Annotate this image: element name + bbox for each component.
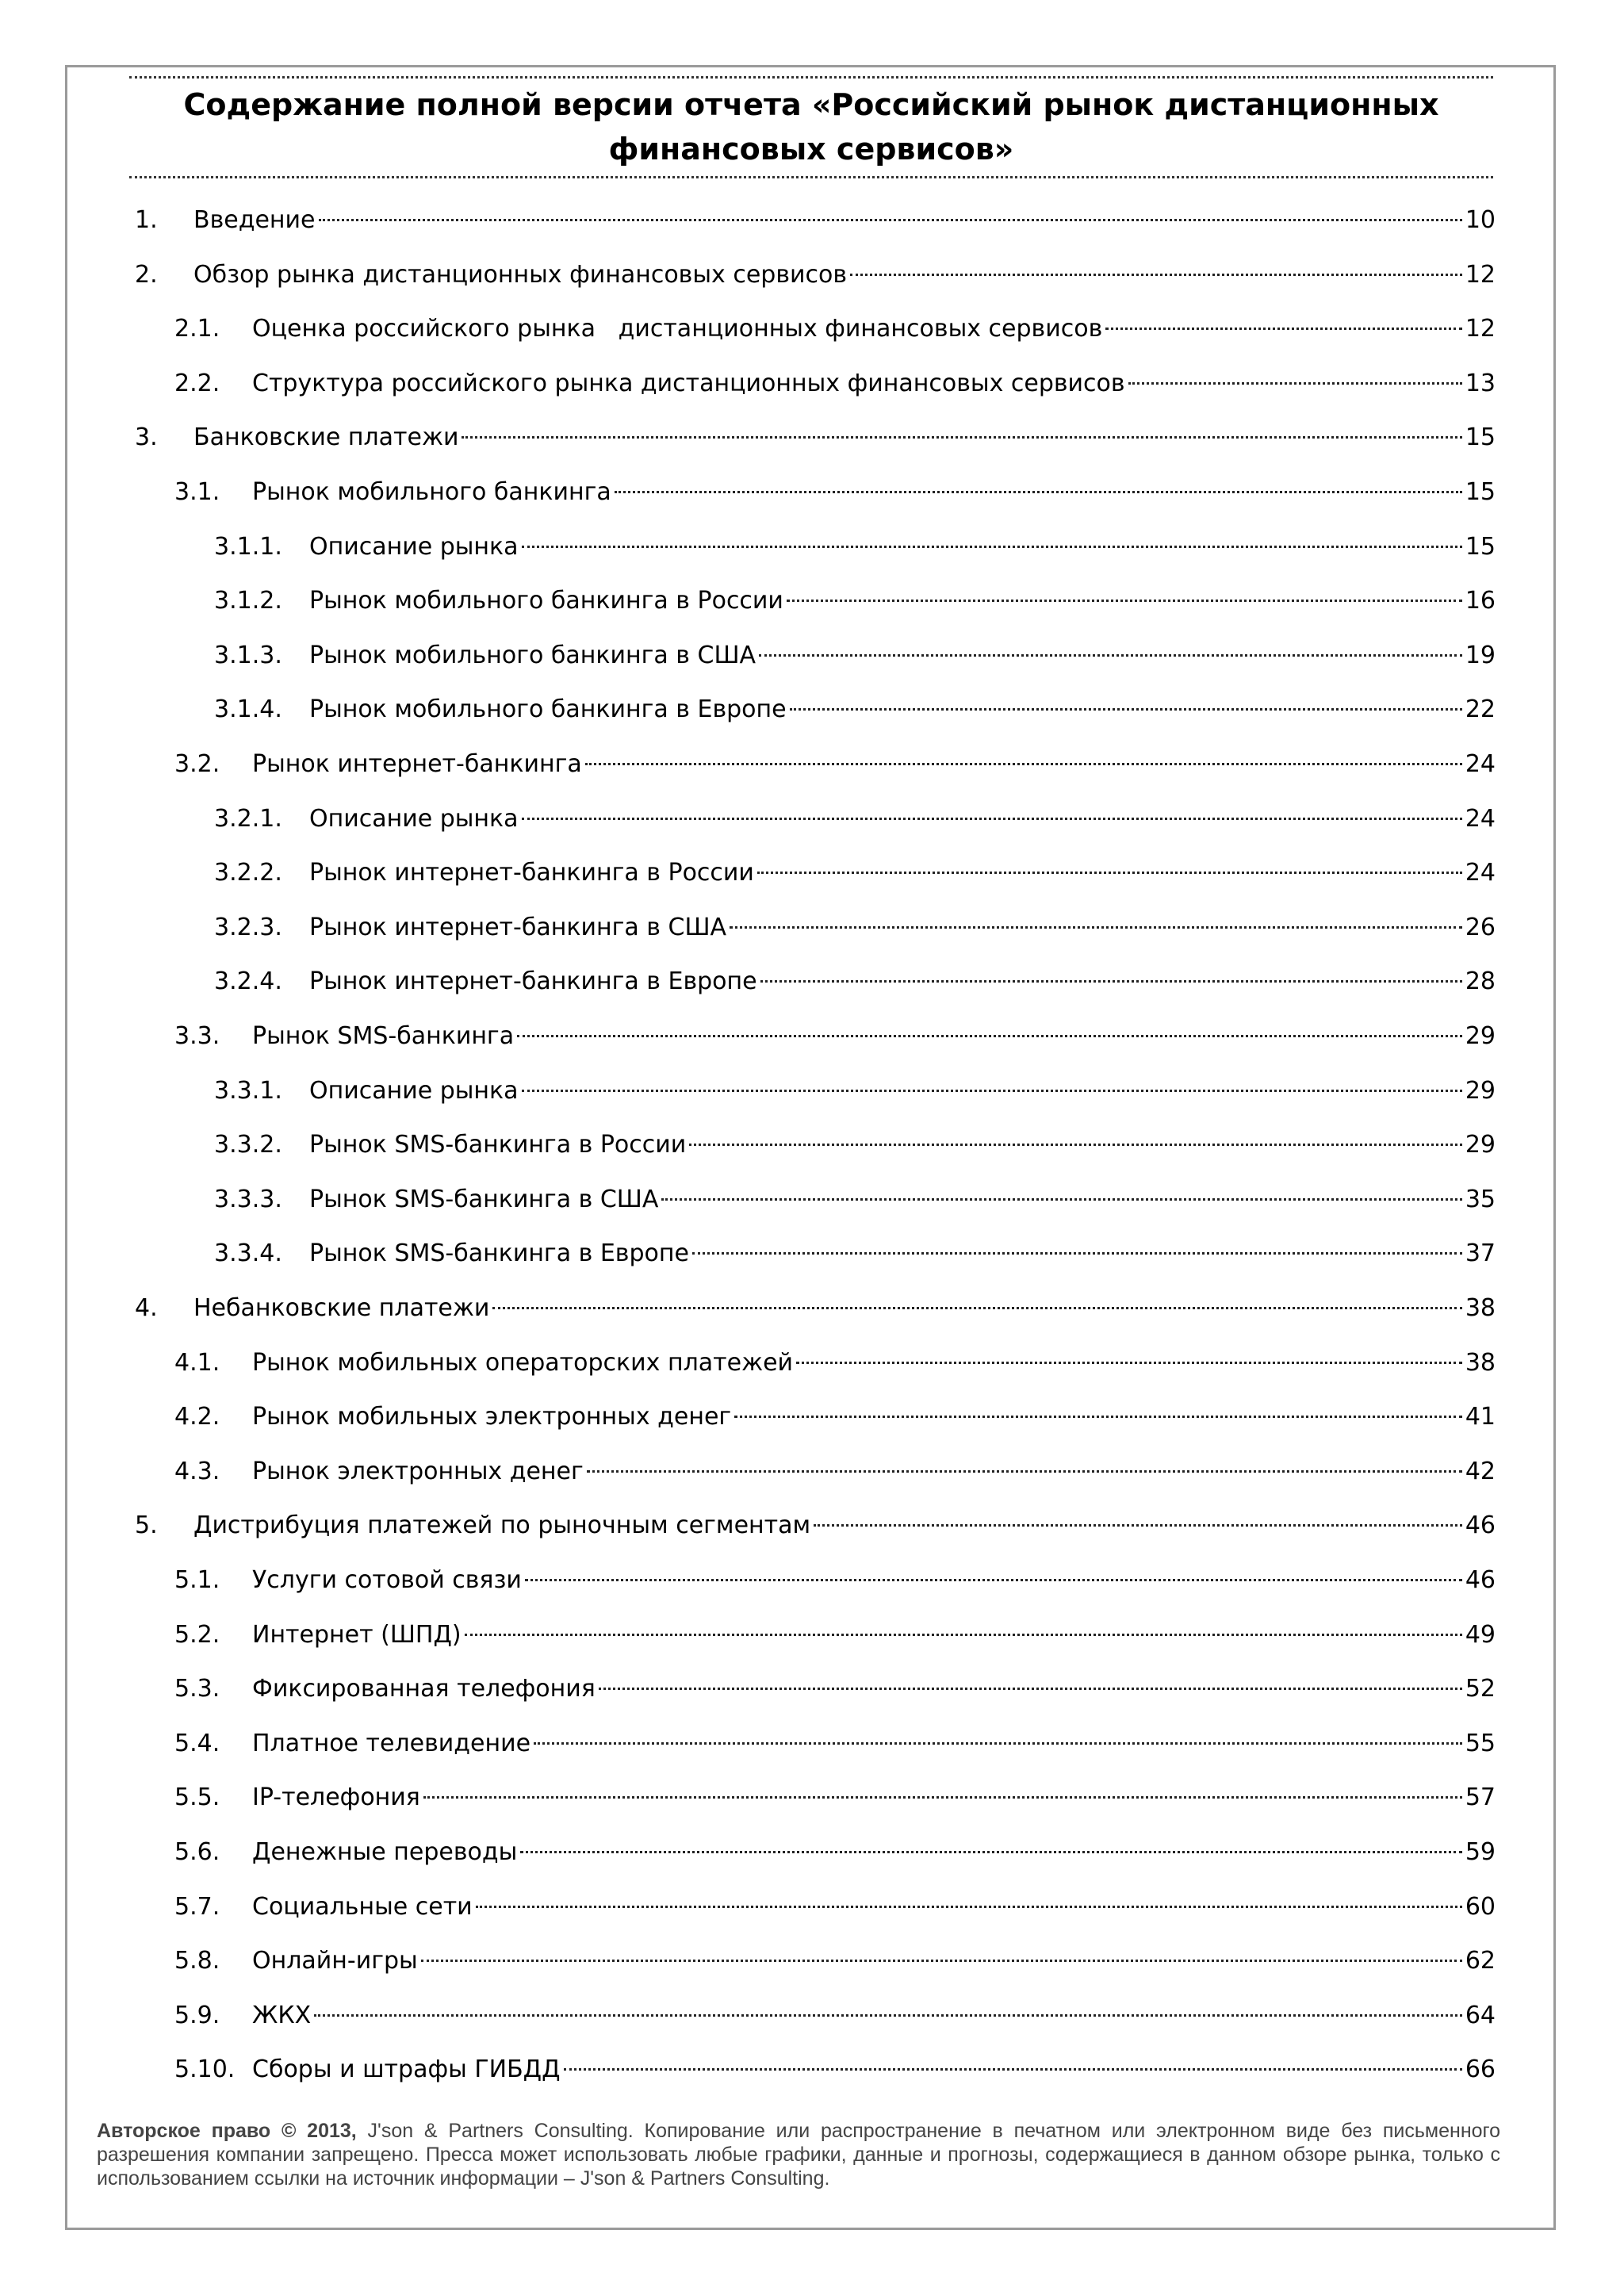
toc-entry[interactable] [174, 1782, 1496, 1814]
toc-dot-leader [517, 1035, 1462, 1037]
document-title-line-1: Содержание полной версии отчета «Российский рынок дистанционных [183, 87, 1439, 122]
toc-entry-number: 2.1. [174, 315, 220, 343]
document-title [129, 82, 1493, 171]
toc-entry-number: 4.3. [174, 1457, 220, 1485]
toc-dot-leader [522, 818, 1462, 820]
toc-entry[interactable] [214, 966, 1496, 998]
toc-entry[interactable] [214, 1129, 1496, 1161]
toc-entry[interactable] [174, 1673, 1496, 1705]
toc-entry-label: ЖКХ [252, 2001, 312, 2029]
toc-entry-number: 4. [135, 1294, 158, 1322]
toc-entry-number: 5.5. [174, 1784, 220, 1812]
toc-entry-label: Рынок SMS-банкинга в США [309, 1185, 659, 1213]
toc-entry-page: 19 [1465, 641, 1496, 669]
toc-dot-leader [730, 926, 1462, 929]
toc-entry-number: 1. [135, 206, 158, 234]
toc-entry-number: 5.1. [174, 1566, 220, 1594]
toc-entry-number: 5.10. [174, 2056, 236, 2084]
toc-dot-leader [757, 872, 1462, 874]
toc-entry-label: Структура российского рынка дистанционных финансовых сервисов [252, 369, 1125, 397]
toc-entry-label: Введение [193, 206, 316, 234]
toc-entry-label: Рынок интернет-банкинга [252, 750, 582, 778]
toc-entry-page: 35 [1465, 1185, 1496, 1213]
toc-entry-label: Онлайн-игры [252, 1947, 418, 1975]
toc-dot-leader [760, 980, 1462, 983]
toc-entry[interactable] [214, 803, 1496, 835]
toc-entry[interactable] [135, 259, 1496, 291]
document-title-line-2: финансовых сервисов» [608, 132, 1014, 167]
toc-entry-label: Рынок интернет-банкинга в России [309, 859, 754, 887]
title-bottom-rule [129, 176, 1493, 178]
toc-entry[interactable] [135, 205, 1496, 236]
toc-dot-leader [525, 1579, 1462, 1581]
toc-entry-label: Рынок мобильного банкинга в США [309, 641, 756, 669]
toc-entry-page: 38 [1465, 1294, 1496, 1322]
toc-entry-page: 46 [1465, 1511, 1496, 1540]
toc-entry[interactable] [174, 1728, 1496, 1760]
title-top-rule [129, 76, 1493, 79]
toc-entry[interactable] [174, 1401, 1496, 1433]
toc-entry[interactable] [174, 1021, 1496, 1052]
toc-entry-page: 42 [1465, 1457, 1496, 1485]
toc-entry-label: Рынок мобильных операторских платежей [252, 1348, 794, 1377]
toc-entry-number: 3.2.4. [214, 967, 282, 996]
toc-entry-number: 3.3.4. [214, 1239, 282, 1268]
toc-dot-leader [1105, 328, 1462, 330]
toc-dot-leader [423, 1796, 1462, 1799]
copyright-lead: Авторское право © 2013, [97, 2120, 357, 2142]
toc-dot-leader [587, 1470, 1462, 1473]
toc-entry-number: 5.7. [174, 1892, 220, 1921]
toc-entry-page: 15 [1465, 478, 1496, 506]
toc-entry-number: 3.1.1. [214, 532, 282, 561]
toc-dot-leader [520, 1851, 1461, 1853]
toc-entry-page: 57 [1465, 1784, 1496, 1812]
toc-entry[interactable] [174, 2000, 1496, 2032]
toc-dot-leader [661, 1198, 1461, 1201]
toc-dot-leader [492, 1307, 1461, 1309]
toc-entry[interactable] [174, 477, 1496, 508]
toc-dot-leader [692, 1252, 1462, 1255]
toc-entry-number: 3.2. [174, 750, 220, 778]
toc-dot-leader [734, 1416, 1462, 1418]
toc-entry-number: 3.1.3. [214, 641, 282, 669]
toc-entry-page: 26 [1465, 913, 1496, 941]
toc-entry-page: 24 [1465, 859, 1496, 887]
toc-dot-leader [796, 1362, 1462, 1364]
toc-dot-leader [421, 1960, 1462, 1962]
copyright-text: J'son & Partners Consulting. Копирование или распространение в печатном или электронном виде без письменного разрешения компании запрещено. Пресса может использовать любые графики, данные и прогнозы, содержащиеся в данном обзоре рынка, только с использованием ссылки на источник информации – J'son & Partners Consulting. [97, 2120, 1500, 2190]
toc-entry-page: 38 [1465, 1348, 1496, 1377]
toc-entry-page: 24 [1465, 750, 1496, 778]
toc-entry[interactable] [174, 1837, 1496, 1868]
toc-entry-page: 22 [1465, 695, 1496, 724]
toc-dot-leader [465, 1634, 1462, 1636]
toc-entry-number: 5.8. [174, 1947, 220, 1975]
toc-entry-page: 59 [1465, 1838, 1496, 1866]
toc-entry-label: Обзор рынка дистанционных финансовых сервисов [193, 260, 848, 289]
toc-entry-number: 2. [135, 260, 158, 289]
toc-dot-leader [534, 1742, 1462, 1745]
toc-entry-label: Рынок SMS-банкинга [252, 1022, 515, 1050]
toc-entry-number: 5.2. [174, 1620, 220, 1649]
toc-dot-leader [462, 436, 1461, 439]
toc-entry-label: Банковские платежи [193, 423, 459, 452]
toc-entry[interactable] [214, 1238, 1496, 1270]
toc-entry[interactable] [174, 1565, 1496, 1596]
toc-entry-label: Рынок электронных денег [252, 1457, 584, 1485]
toc-entry-page: 64 [1465, 2001, 1496, 2029]
toc-entry-page: 46 [1465, 1566, 1496, 1594]
toc-dot-leader [585, 763, 1462, 765]
toc-entry-label: Оценка российского рынка дистанционных финансовых сервисов [252, 315, 1103, 343]
toc-entry-number: 5.3. [174, 1675, 220, 1703]
toc-entry[interactable] [214, 1184, 1496, 1216]
toc-entry-label: Услуги сотовой связи [252, 1566, 522, 1594]
toc-entry-number: 3.2.3. [214, 913, 282, 941]
toc-entry[interactable] [174, 1456, 1496, 1488]
toc-entry-label: Рынок мобильного банкинга в России [309, 587, 783, 615]
toc-entry-number: 5.6. [174, 1838, 220, 1866]
toc-entry-page: 24 [1465, 804, 1496, 833]
toc-entry-label: Рынок интернет-банкинга в Европе [309, 967, 757, 996]
toc-entry[interactable] [174, 368, 1496, 400]
toc-dot-leader [814, 1524, 1462, 1527]
toc-entry-label: Описание рынка [309, 1076, 519, 1105]
toc-entry[interactable] [135, 1293, 1496, 1324]
toc-entry-page: 55 [1465, 1729, 1496, 1757]
toc-entry-label: IP-телефония [252, 1784, 420, 1812]
toc-entry[interactable] [174, 749, 1496, 780]
toc-dot-leader [615, 491, 1462, 493]
toc-entry-number: 3.1. [174, 478, 220, 506]
toc-entry-page: 52 [1465, 1675, 1496, 1703]
toc-entry[interactable] [174, 313, 1496, 345]
toc-entry[interactable] [214, 531, 1496, 563]
toc-dot-leader [314, 2014, 1462, 2017]
toc-entry-page: 66 [1465, 2056, 1496, 2084]
toc-entry-number: 2.2. [174, 369, 220, 397]
toc-entry-page: 12 [1465, 315, 1496, 343]
toc-entry-label: Сборы и штрафы ГИБДД [252, 2056, 561, 2084]
toc-entry-label: Описание рынка [309, 804, 519, 833]
toc-entry-number: 4.2. [174, 1403, 220, 1431]
toc-entry-page: 15 [1465, 423, 1496, 452]
toc-dot-leader [790, 708, 1462, 711]
toc-entry-number: 3. [135, 423, 158, 452]
toc-entry-label: Рынок SMS-банкинга в Европе [309, 1239, 689, 1268]
toc-entry-label: Дистрибуция платежей по рыночным сегментам [193, 1511, 811, 1540]
toc-entry-page: 29 [1465, 1076, 1496, 1105]
toc-entry[interactable] [174, 1945, 1496, 1977]
toc-entry-label: Платное телевидение [252, 1729, 531, 1757]
toc-entry-number: 3.2.2. [214, 859, 282, 887]
toc-entry-label: Рынок мобильного банкинга [252, 478, 611, 506]
toc-entry-label: Интернет (ШПД) [252, 1620, 462, 1649]
toc-entry-number: 5. [135, 1511, 158, 1540]
toc-entry-page: 60 [1465, 1892, 1496, 1921]
toc-dot-leader [522, 546, 1462, 548]
toc-entry[interactable] [174, 2054, 1496, 2086]
toc-entry-page: 49 [1465, 1620, 1496, 1649]
toc-entry-number: 3.2.1. [214, 804, 282, 833]
toc-dot-leader [564, 2068, 1462, 2071]
toc-entry-number: 3.3.1. [214, 1076, 282, 1105]
toc-entry-number: 3.1.4. [214, 695, 282, 724]
toc-entry-number: 4.1. [174, 1348, 220, 1377]
toc-entry-label: Фиксированная телефония [252, 1675, 596, 1703]
toc-dot-leader [787, 600, 1462, 602]
toc-dot-leader [689, 1144, 1462, 1146]
toc-dot-leader [319, 219, 1462, 221]
toc-dot-leader [1128, 382, 1462, 385]
toc-entry-label: Денежные переводы [252, 1838, 518, 1866]
toc-entry[interactable] [174, 1891, 1496, 1923]
toc-entry-number: 5.9. [174, 2001, 220, 2029]
toc-entry-page: 29 [1465, 1131, 1496, 1159]
toc-entry-number: 3.3.2. [214, 1131, 282, 1159]
toc-entry[interactable] [214, 640, 1496, 672]
toc-entry-label: Социальные сети [252, 1892, 473, 1921]
toc-entry-page: 13 [1465, 369, 1496, 397]
toc-entry-page: 10 [1465, 206, 1496, 234]
toc-entry-page: 41 [1465, 1403, 1496, 1431]
copyright-footer [97, 2119, 1500, 2190]
toc-entry-number: 3.1.2. [214, 587, 282, 615]
toc-dot-leader [850, 274, 1462, 276]
toc-entry[interactable] [214, 585, 1496, 617]
toc-entry[interactable] [174, 1619, 1496, 1651]
toc-entry[interactable] [214, 857, 1496, 889]
toc-entry[interactable] [214, 694, 1496, 726]
toc-entry-number: 3.3.3. [214, 1185, 282, 1213]
toc-entry-label: Описание рынка [309, 532, 519, 561]
toc-dot-leader [599, 1688, 1462, 1690]
toc-entry-number: 3.3. [174, 1022, 220, 1050]
toc-entry[interactable] [174, 1347, 1496, 1379]
toc-entry-page: 12 [1465, 260, 1496, 289]
toc-entry[interactable] [214, 1075, 1496, 1107]
toc-entry-label: Рынок интернет-банкинга в США [309, 913, 727, 941]
toc-entry-page: 62 [1465, 1947, 1496, 1975]
toc-entry-page: 29 [1465, 1022, 1496, 1050]
toc-dot-leader [759, 654, 1462, 657]
toc-entry-label: Рынок мобильных электронных денег [252, 1403, 732, 1431]
toc-entry-label: Небанковские платежи [193, 1294, 490, 1322]
toc-dot-leader [522, 1090, 1462, 1092]
toc-entry-page: 37 [1465, 1239, 1496, 1268]
toc-entry[interactable] [135, 422, 1496, 454]
toc-entry-page: 15 [1465, 532, 1496, 561]
toc-dot-leader [476, 1906, 1462, 1908]
toc-entry-page: 28 [1465, 967, 1496, 996]
toc-entry-page: 16 [1465, 587, 1496, 615]
toc-entry-label: Рынок SMS-банкинга в России [309, 1131, 687, 1159]
toc-entry-number: 5.4. [174, 1729, 220, 1757]
toc-entry-label: Рынок мобильного банкинга в Европе [309, 695, 787, 724]
toc-entry[interactable] [214, 912, 1496, 944]
toc-entry[interactable] [135, 1510, 1496, 1542]
